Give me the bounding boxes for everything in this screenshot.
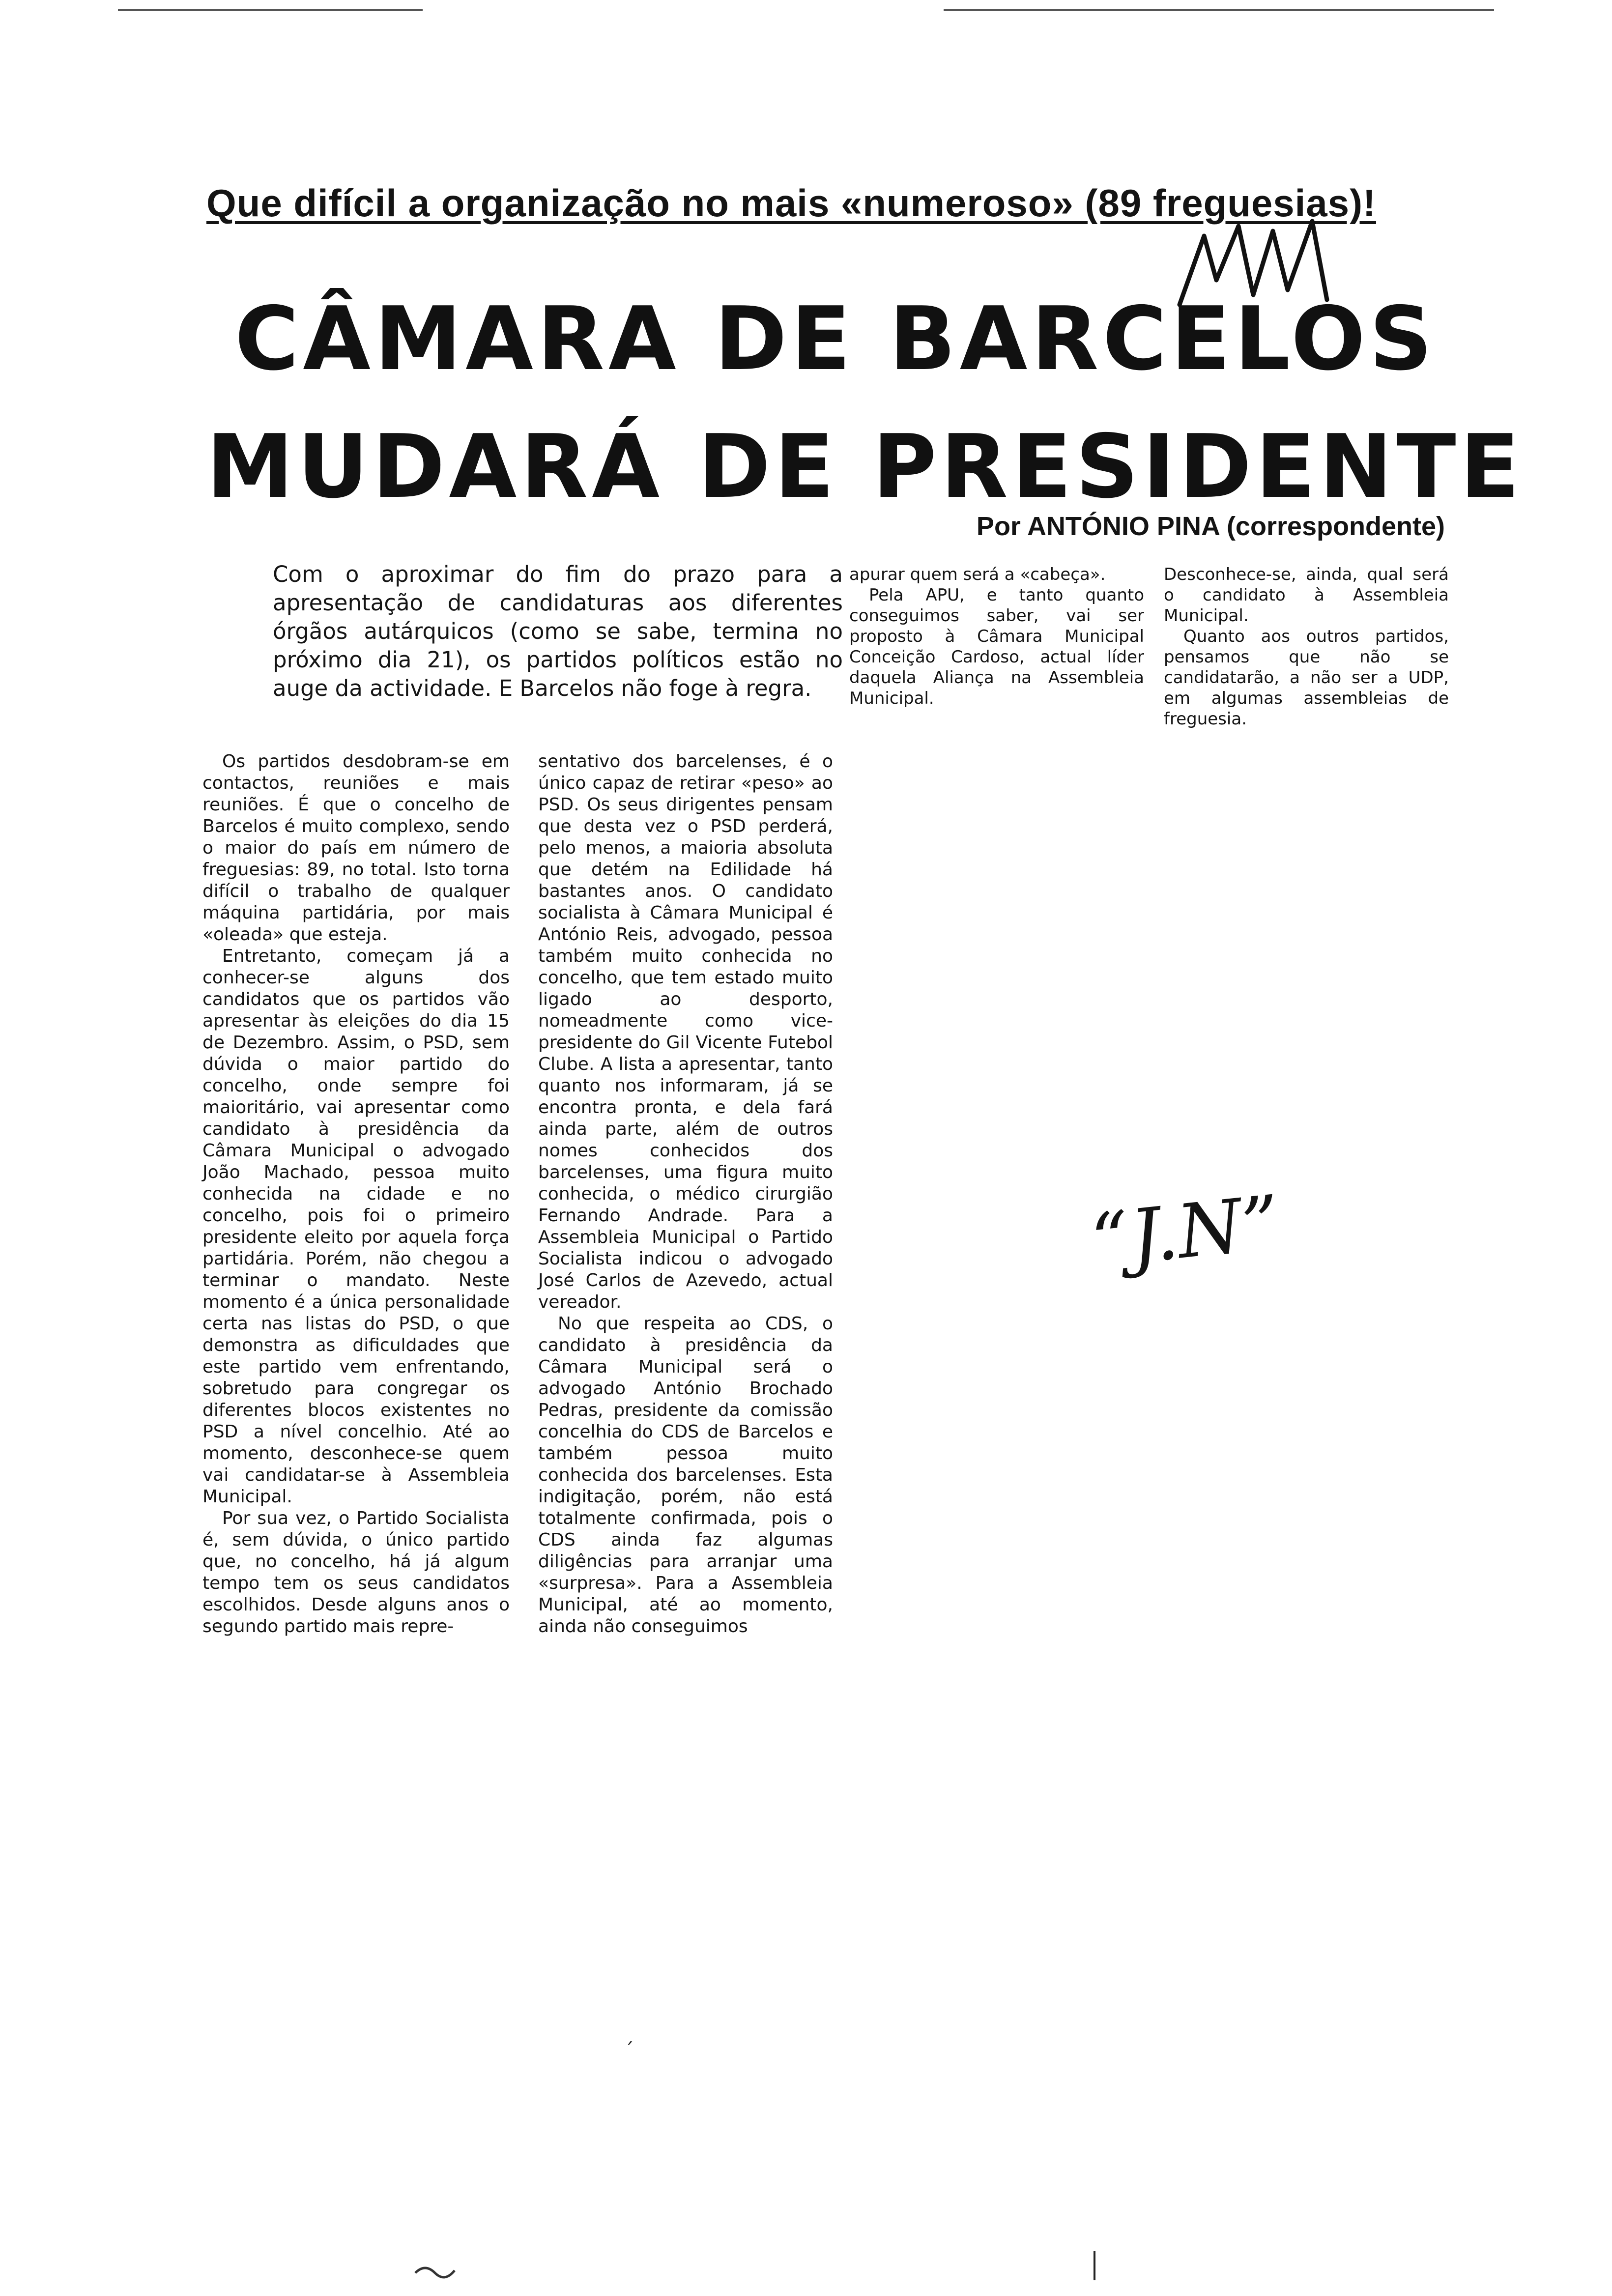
paragraph: apurar quem será a «cabeça». [849, 565, 1106, 584]
article-column-1 [202, 751, 510, 1637]
paragraph: No que respeita ao CDS, o candidato à presidência da Câmara Municipal será o advogado António Brochado Pedras, presidente da comissão concelhia do CDS de Barcelos e também pessoa muito conhecida dos barcelenses. Esta indigitação, porém, não está totalmente confirmada, pois o CDS ainda faz algumas diligências para arranjar uma «surpresa». Para a Assembleia Municipal, até ao momento, ainda não conseguimos [538, 1314, 833, 1636]
lead-paragraph: Com o aproximar do fim do prazo para a apresentação de candidaturas aos diferentes órgãos autárquicos (como se sabe, termina no próximo dia 21), os partidos políticos estão no auge da actividade. E Barcelos não foge à regra. [273, 561, 843, 701]
paragraph: Entretanto, começam já a conhecer-se alguns dos candidatos que os partidos vão apresentar às eleições do dia 15 de Dezembro. Assim, o PSD, sem dúvida o maior partido do concelho, onde sempre foi maioritário, vai apresentar como candidato à presidência da Câmara Municipal o advogado João Machado, pessoa muito conhecida na cidade e no concelho, pois foi o primeiro presidente eleito por aquela força partidária. Porém, não chegou a terminar o mandato. Neste momento é a única personalidade certa nas listas do PSD, o que demonstra as dificuldades que este partido vem enfrentando, sobretudo para congregar os diferentes blocos existentes no PSD a nível concelhio. Até ao momento, desconhece-se quem vai candidatar-se à Assembleia Municipal. [202, 946, 510, 1507]
scan-speck: ˊ [624, 2039, 634, 2062]
paragraph: Pela APU, e tanto quanto conseguimos saber, vai ser proposto à Câmara Municipal Conceição Cardoso, actual líder daquela Aliança na Assembleia Municipal. [849, 585, 1144, 708]
paragraph: Por sua vez, o Partido Socialista é, sem dúvida, o único partido que, no concelho, há já algum tempo tem os seus candidatos escolhidos. Desde alguns anos o segundo partido mais repre- [202, 1508, 510, 1636]
scan-edge-line [944, 9, 1494, 11]
article-column-3 [849, 564, 1144, 709]
headline-line-2: MUDARÁ DE PRESIDENTE [206, 416, 1524, 517]
handwritten-annotation: “J.N” [1087, 1179, 1284, 1285]
article-column-2 [538, 751, 833, 1637]
byline: Por ANTÓNIO PINA (correspondente) [976, 512, 1445, 541]
paragraph: Os partidos desdobram-se em contactos, reuniões e mais reuniões. É que o concelho de Barcelos é muito complexo, sendo o maior do país em número de freguesias: 89, no total. Isto torna difícil o trabalho de qualquer máquina partidária, por mais «oleada» que esteja. [202, 751, 510, 945]
article-column-4 [1164, 564, 1449, 729]
headline-line-1: CÂMARA DE BARCELOS [234, 288, 1437, 390]
kicker-headline: Que difícil a organização no mais «numeroso» (89 freguesias)! [206, 181, 1377, 225]
scan-smudge-icon [413, 2261, 457, 2280]
scan-speck [1094, 2251, 1095, 2280]
paragraph: sentativo dos barcelenses, é o único capaz de retirar «peso» ao PSD. Os seus dirigentes pensam que desta vez o PSD perderá, pelo menos, a maioria absoluta que detém na Edilidade há bastantes anos. O candidato socialista à Câmara Municipal é António Reis, advogado, pessoa também muito conhecida no concelho, que tem estado muito ligado ao desporto, nomeadmente como vice-presidente do Gil Vicente Futebol Clube. A lista a apresentar, tanto quanto nos informaram, já se encontra pronta, e dela fará ainda parte, além de outros nomes conhecidos dos barcelenses, uma figura muito conhecida, o médico cirurgião Fernando Andrade. Para a Assembleia Municipal o Partido Socialista indicou o advogado José Carlos de Azevedo, actual vereador. [538, 751, 833, 1312]
handwritten-scribble-icon [1170, 206, 1347, 315]
scan-edge-line [118, 9, 423, 11]
paragraph: Quanto aos outros partidos, pensamos que não se candidatarão, a não ser a UDP, em algumas assembleias de freguesia. [1164, 627, 1449, 729]
paragraph: Desconhece-se, ainda, qual será o candidato à Assembleia Municipal. [1164, 565, 1449, 626]
